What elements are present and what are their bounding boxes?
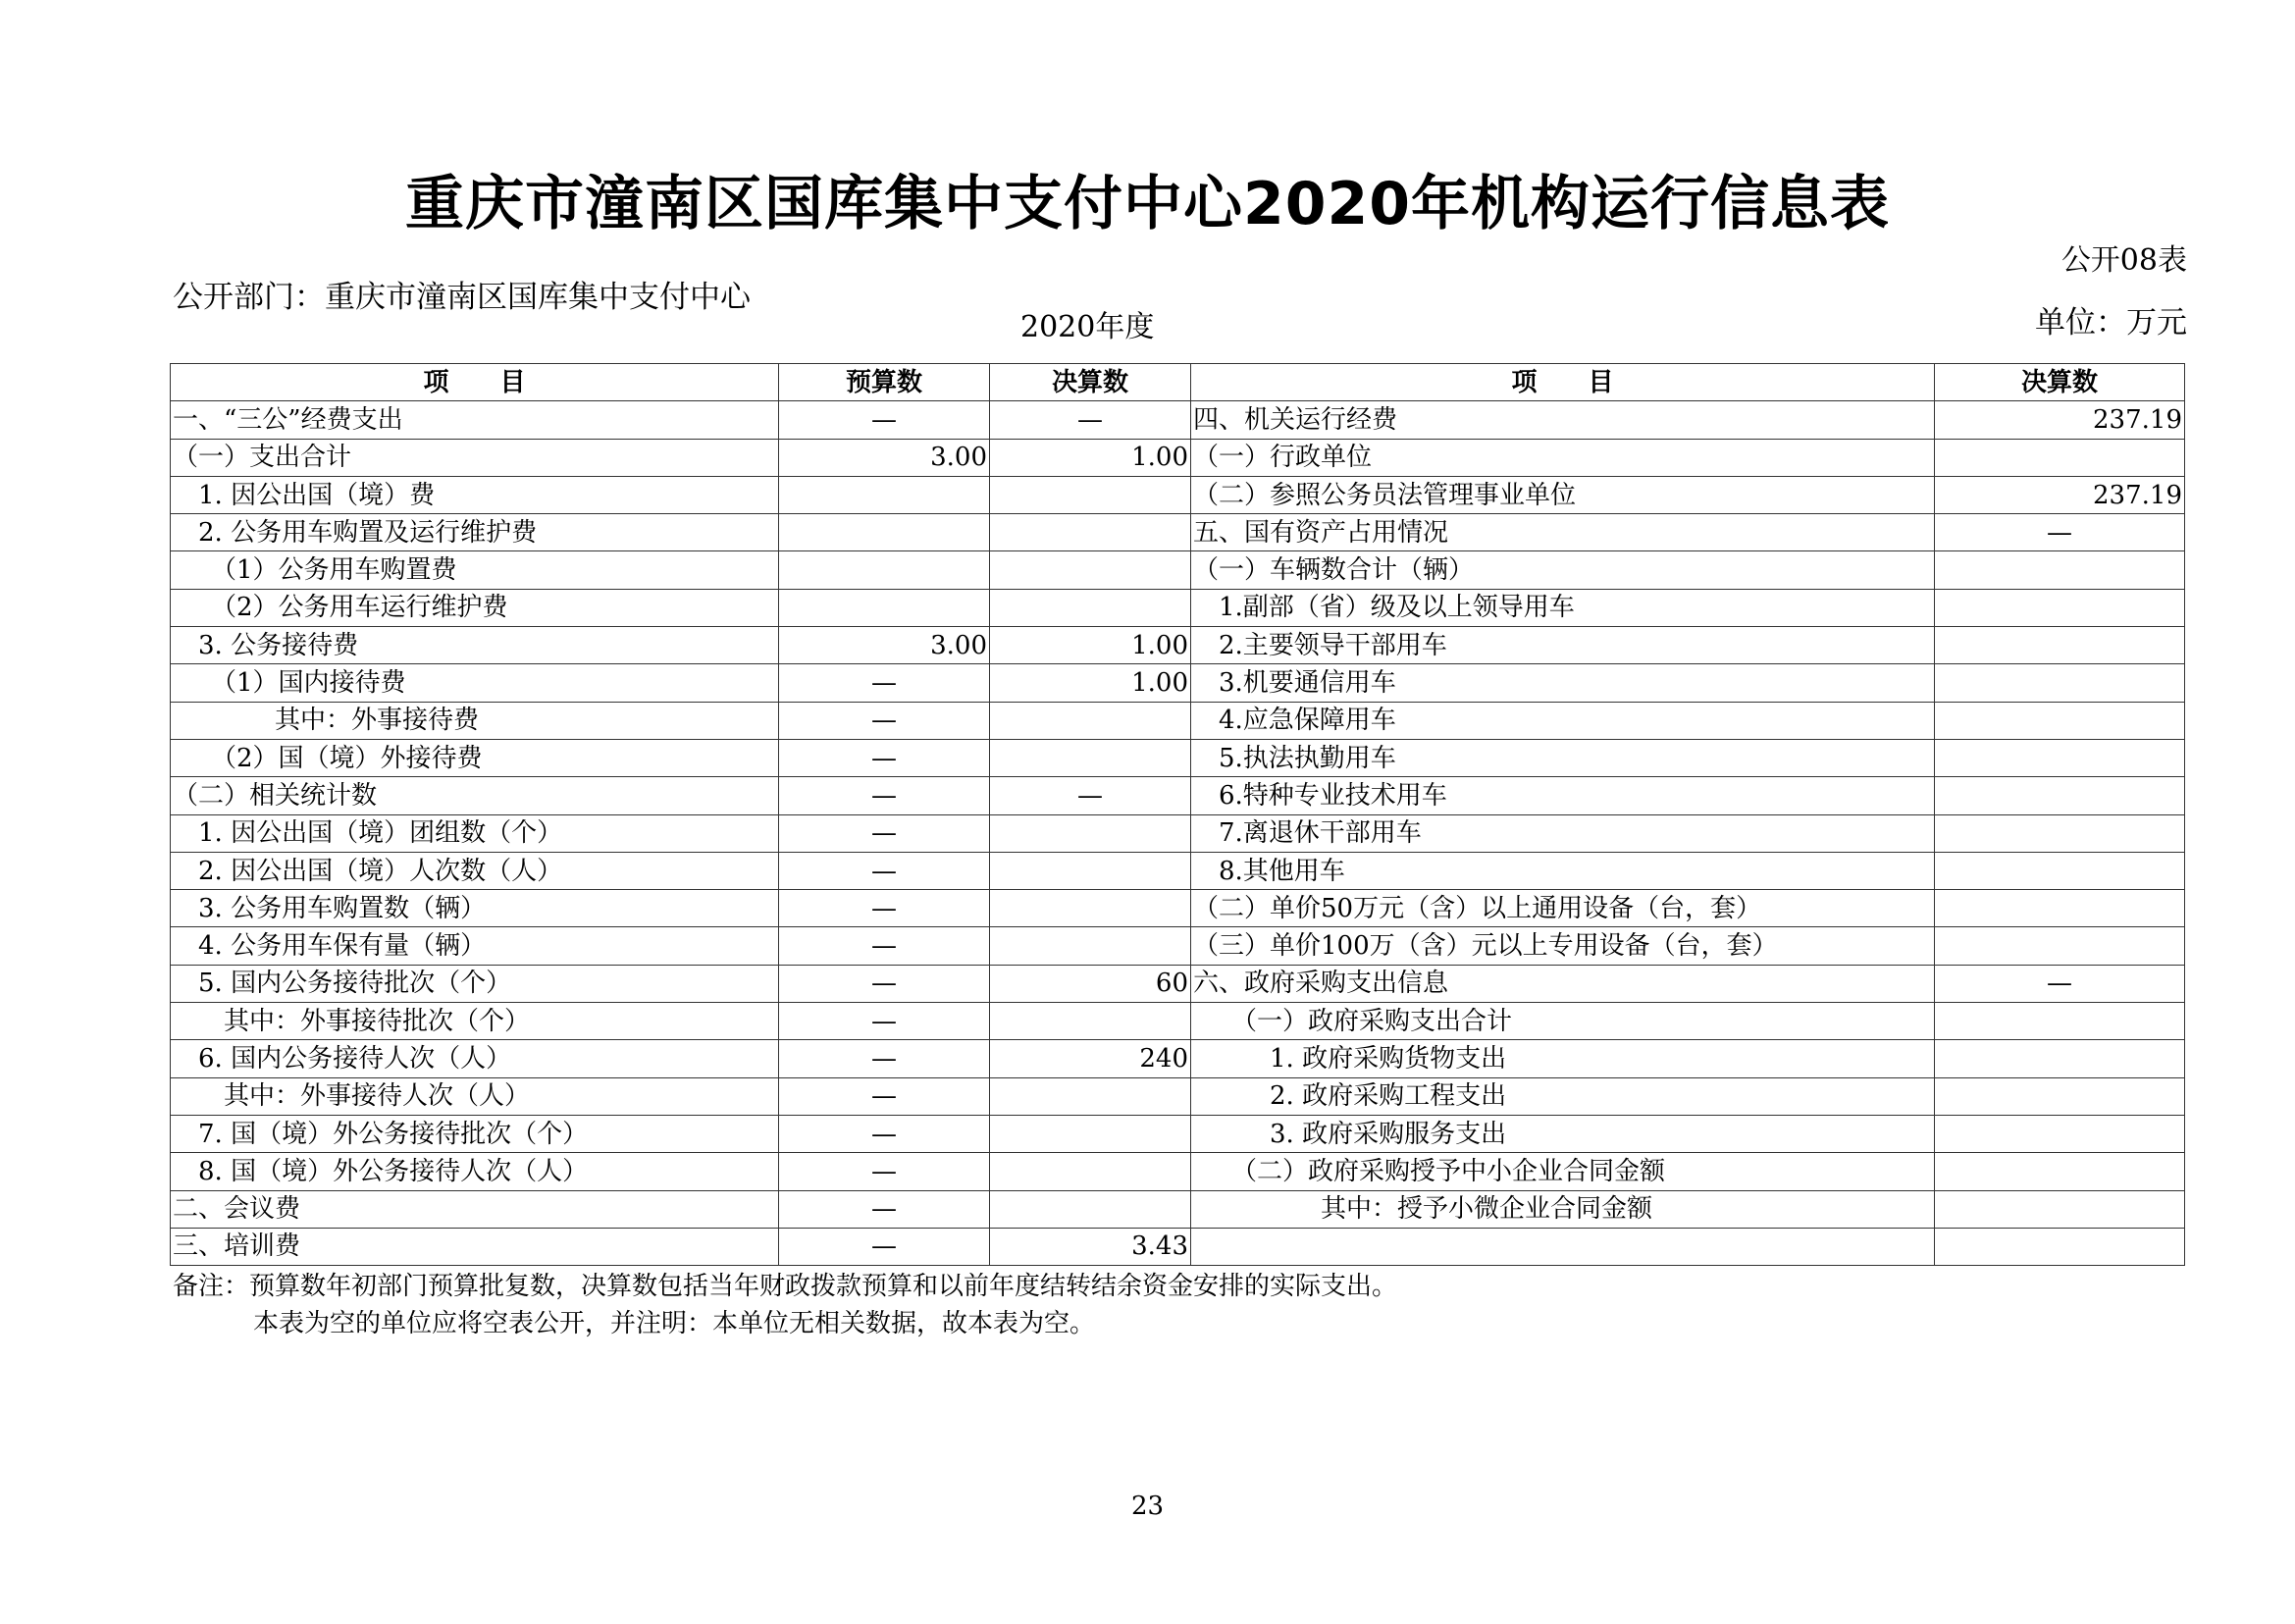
row-final-left: 1.00 [990,664,1191,702]
row-final-left [990,814,1191,852]
row-budget: — [779,814,990,852]
row-final-left [990,1115,1191,1152]
row-final-right [1935,927,2185,965]
row-final-left [990,702,1191,739]
table-row [171,890,2185,927]
row-item-left: （1）公务用车购置费 [171,551,779,589]
row-item-left: 三、培训费 [171,1228,779,1265]
row-final-right [1935,852,2185,889]
row-item-right: （一）政府采购支出合计 [1191,1003,1935,1040]
table-row [171,401,2185,439]
row-item-right: 2. 政府采购工程支出 [1191,1077,1935,1115]
table-row [171,702,2185,739]
header-item-right: 项 目 [1191,364,1935,401]
table-row [171,927,2185,965]
header-final-left: 决算数 [990,364,1191,401]
row-final-left [990,476,1191,513]
row-item-right: 4.应急保障用车 [1191,702,1935,739]
table-row [171,589,2185,626]
table-header-row [171,364,2185,401]
row-item-right: （三）单价100万（含）元以上专用设备（台，套） [1191,927,1935,965]
row-final-right [1935,814,2185,852]
row-item-right: （二）单价50万元（含）以上通用设备（台，套） [1191,890,1935,927]
row-item-left: （一）支出合计 [171,439,779,476]
row-final-left: 1.00 [990,439,1191,476]
row-final-right [1935,664,2185,702]
row-final-right: — [1935,514,2185,551]
row-item-right: （二）参照公务员法管理事业单位 [1191,476,1935,513]
row-item-right: 3. 政府采购服务支出 [1191,1115,1935,1152]
table-body [171,401,2185,1266]
page-number: 23 [1130,1492,1165,1521]
unit-label: 单位：万元 [2035,305,2187,341]
operation-info-table [170,363,2185,1266]
row-final-right [1935,1115,2185,1152]
row-final-right [1935,1040,2185,1077]
row-budget: — [779,1040,990,1077]
fiscal-year: 2020年度 [1020,310,1155,344]
row-final-right [1935,1077,2185,1115]
row-budget: 3.00 [779,439,990,476]
header-budget: 预算数 [779,364,990,401]
row-final-left [990,890,1191,927]
row-budget: — [779,1228,990,1265]
row-item-left: （2）公务用车运行维护费 [171,589,779,626]
row-final-right [1935,702,2185,739]
row-item-right: 其中：授予小微企业合同金额 [1191,1190,1935,1228]
row-final-right [1935,551,2185,589]
row-item-left: （1）国内接待费 [171,664,779,702]
row-item-left: 7. 国（境）外公务接待批次（个） [171,1115,779,1152]
row-budget: — [779,401,990,439]
table-row [171,439,2185,476]
table-row [171,551,2185,589]
row-final-right [1935,777,2185,814]
row-budget: — [779,1077,990,1115]
row-budget [779,551,990,589]
table-row [171,1003,2185,1040]
row-final-left [990,589,1191,626]
row-final-left [990,1190,1191,1228]
row-final-left: 3.43 [990,1228,1191,1265]
row-item-left: 4. 公务用车保有量（辆） [171,927,779,965]
row-final-right: 237.19 [1935,401,2185,439]
row-item-left: 8. 国（境）外公务接待人次（人） [171,1153,779,1190]
table-row [171,1190,2185,1228]
row-budget: — [779,1190,990,1228]
table-row [171,627,2185,664]
header-item-left: 项 目 [171,364,779,401]
row-budget: 3.00 [779,627,990,664]
row-item-left: 5. 国内公务接待批次（个） [171,965,779,1002]
row-final-left [990,1077,1191,1115]
row-budget: — [779,965,990,1002]
row-final-right [1935,1190,2185,1228]
row-final-left [990,1003,1191,1040]
row-item-right: 2.主要领导干部用车 [1191,627,1935,664]
row-item-left: 其中：外事接待批次（个） [171,1003,779,1040]
row-item-right: 8.其他用车 [1191,852,1935,889]
table-row [171,1228,2185,1265]
footnote-2: 本表为空的单位应将空表公开，并注明：本单位无相关数据，故本表为空。 [253,1309,1096,1338]
row-final-right [1935,739,2185,776]
row-budget: — [779,739,990,776]
row-item-left: 二、会议费 [171,1190,779,1228]
row-final-left: 60 [990,965,1191,1002]
row-budget: — [779,777,990,814]
row-final-right [1935,1228,2185,1265]
row-item-right: 六、政府采购支出信息 [1191,965,1935,1002]
department-label: 公开部门：重庆市潼南区国库集中支付中心 [173,280,751,315]
row-final-right: — [1935,965,2185,1002]
table-row [171,739,2185,776]
footnote-1: 备注：预算数年初部门预算批复数，决算数包括当年财政拨款预算和以前年度结转结余资金安排的实际支出。 [173,1272,1398,1301]
page-title: 重庆市潼南区国库集中支付中心2020年机构运行信息表 [405,170,1890,238]
table-row [171,965,2185,1002]
table-row [171,1115,2185,1152]
row-final-right [1935,589,2185,626]
row-item-left: （二）相关统计数 [171,777,779,814]
row-item-left: 其中：外事接待人次（人） [171,1077,779,1115]
row-item-right: 1.副部（省）级及以上领导用车 [1191,589,1935,626]
form-number: 公开08表 [2060,243,2187,278]
row-item-right: 6.特种专业技术用车 [1191,777,1935,814]
row-item-right: 5.执法执勤用车 [1191,739,1935,776]
row-final-left [990,927,1191,965]
table-row [171,476,2185,513]
row-item-left: 3. 公务接待费 [171,627,779,664]
row-final-left [990,514,1191,551]
row-final-right [1935,439,2185,476]
row-item-left: 3. 公务用车购置数（辆） [171,890,779,927]
row-final-right: 237.19 [1935,476,2185,513]
row-item-right: 1. 政府采购货物支出 [1191,1040,1935,1077]
row-item-right: 四、机关运行经费 [1191,401,1935,439]
row-final-left: 240 [990,1040,1191,1077]
row-item-left: （2）国（境）外接待费 [171,739,779,776]
table-row [171,814,2185,852]
row-final-right [1935,1003,2185,1040]
table-row [171,777,2185,814]
row-item-left: 2. 因公出国（境）人次数（人） [171,852,779,889]
header-final-right: 决算数 [1935,364,2185,401]
row-item-right [1191,1228,1935,1265]
table-row [171,1077,2185,1115]
row-budget [779,589,990,626]
row-budget: — [779,927,990,965]
row-final-right [1935,627,2185,664]
table-row [171,664,2185,702]
table-row [171,514,2185,551]
row-item-right: 五、国有资产占用情况 [1191,514,1935,551]
row-budget: — [779,702,990,739]
row-budget: — [779,664,990,702]
row-item-right: （一）车辆数合计（辆） [1191,551,1935,589]
row-final-left: — [990,777,1191,814]
table-row [171,1040,2185,1077]
row-final-left [990,852,1191,889]
row-final-left [990,739,1191,776]
row-item-right: 7.离退休干部用车 [1191,814,1935,852]
row-budget: — [779,1003,990,1040]
row-final-left: 1.00 [990,627,1191,664]
row-item-left: 其中：外事接待费 [171,702,779,739]
row-final-left [990,1153,1191,1190]
table-row [171,852,2185,889]
row-budget [779,514,990,551]
row-item-left: 1. 因公出国（境）费 [171,476,779,513]
row-item-right: 3.机要通信用车 [1191,664,1935,702]
row-item-left: 一、“三公”经费支出 [171,401,779,439]
row-item-right: （一）行政单位 [1191,439,1935,476]
row-final-right [1935,890,2185,927]
row-budget [779,476,990,513]
row-item-left: 2. 公务用车购置及运行维护费 [171,514,779,551]
row-item-left: 6. 国内公务接待人次（人） [171,1040,779,1077]
row-budget: — [779,1115,990,1152]
row-budget: — [779,1153,990,1190]
table-row [171,1153,2185,1190]
row-item-left: 1. 因公出国（境）团组数（个） [171,814,779,852]
row-budget: — [779,852,990,889]
row-final-left: — [990,401,1191,439]
row-budget: — [779,890,990,927]
row-item-right: （二）政府采购授予中小企业合同金额 [1191,1153,1935,1190]
row-final-right [1935,1153,2185,1190]
row-final-left [990,551,1191,589]
